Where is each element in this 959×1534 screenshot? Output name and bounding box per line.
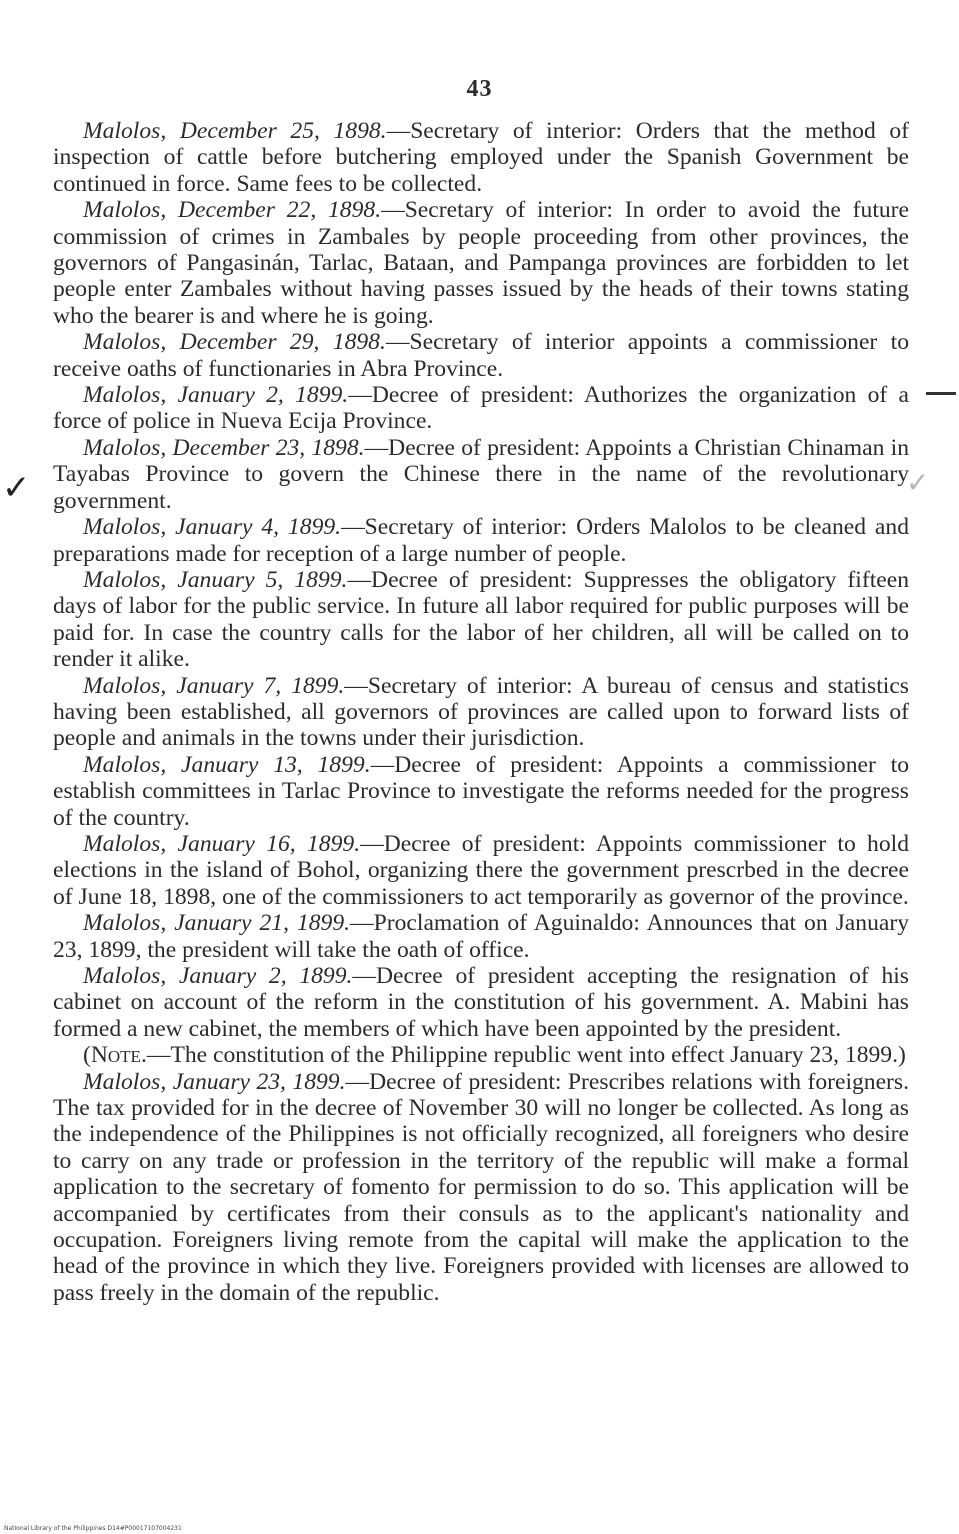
page-number: 43 — [466, 76, 493, 102]
entry-7 — [53, 567, 909, 673]
entry-dateline: Malolos, January 4, 1899. — [83, 514, 342, 541]
note-text: .—The constitution of the Philippine republic went into effect January 23, 1899.) — [140, 1042, 906, 1069]
entry-5 — [53, 435, 909, 514]
right-checkmark-icon: ✓ — [906, 466, 930, 499]
entry-text: —Decree of president: Appoints commissioner to hold elections in the island of Bohol, organizing there the government prescrbed in the decree of June 18, 1898, one of the commissioners to act temporarily as governor of the province. — [53, 830, 910, 910]
entry-2 — [53, 197, 909, 329]
entry-dateline: Malolos, January 2, 1899. — [83, 963, 353, 989]
entry-text: —Secretary of interior appoints a commissioner to receive oaths of functionaries in Abra Province. — [53, 329, 910, 382]
entry-text: —Secretary of interior: A bureau of census and statistics having been established, all governors of provinces are called upon to forward lists of people and animals in the towns under their jurisdiction. — [53, 672, 909, 752]
entry-text: —Secretary of interior: Orders that the method of inspection of cattle before butchering employed under the Spanish Government be continued in force. Same fees to be collected. — [53, 118, 910, 197]
entry-dateline: Malolos, January 13, 1899. — [83, 751, 371, 778]
entry-text: —Decree of president: Authorizes the organization of a force of police in Nueva Ecija Province. — [53, 382, 910, 435]
entry-dateline: Malolos, January 21, 1899. — [83, 910, 351, 937]
constitution-note — [53, 1042, 909, 1068]
entry-1 — [53, 118, 909, 197]
entry-dateline: Malolos, December 29, 1898. — [83, 329, 386, 356]
entry-6 — [53, 514, 909, 567]
entry-text: —Decree of president: Appoints a commissioner to establish committees in Tarlac Province to investigate the reforms needed for the progress of the country. — [53, 751, 909, 831]
entry-dateline: Malolos, January 2, 1899. — [83, 382, 349, 409]
entry-dateline: Malolos, January 23, 1899. — [83, 1068, 346, 1095]
entry-dateline: Malolos, December 22, 1898. — [83, 197, 382, 224]
entry-8 — [53, 673, 909, 752]
entry-text: —Decree of president: Prescribes relations with foreigners. The tax provided for in the decree of November 30 will no longer be collected. As long as the independence of the Philippines is not officially recognized, all foreigners who desire to carry on any trade or profession in the territory of the republic will make a formal application to the secretary of fomento for permission to do so. This application will be accompanied by certificates from their consuls as to the applicant's nationality and occupation. Foreigners living remote from the capital will make the application to the head of the province in which they live. Foreigners provided with licenses are allowed to pass freely in the domain of the republic. — [53, 1068, 909, 1306]
note-label: Note — [90, 1042, 141, 1069]
left-checkmark-icon: ✓ — [2, 468, 31, 508]
entry-text: —Decree of president: Suppresses the obligatory fifteen days of labor for the public service. In future all labor required for public purposes will be paid for. In case the country calls for the labor of her children, all will be called on to render it alike. — [53, 566, 909, 673]
entry-dateline: Malolos, December 23, 1898. — [83, 434, 365, 461]
text-column — [53, 118, 909, 1306]
note-open-paren: ( — [83, 1042, 91, 1069]
entry-13 — [53, 1069, 909, 1307]
margin-dash-mark — [926, 392, 956, 395]
entry-12 — [53, 963, 909, 1042]
entry-dateline: Malolos, January 5, 1899. — [83, 566, 348, 593]
entry-text: —Proclamation of Aguinaldo: Announces that on January 23, 1899, the president will take the oath of office. — [53, 910, 909, 963]
entry-text: —Decree of president: Appoints a Christian Chinaman in Tayabas Province to govern the Chinese there in the name of the revolutionary government. — [53, 434, 910, 514]
entry-text: —Secretary of interior: In order to avoid the future commission of crimes in Zambales by people proceeding from other provinces, the governors of Pangasinán, Tarlac, Bataan, and Pampanga provinces are forbidden to let people enter Zambales without having passes issued by the heads of their towns stating who the bearer is and where he is going. — [53, 197, 910, 329]
entry-dateline: Malolos, December 25, 1898. — [83, 118, 387, 144]
entry-dateline: Malolos, January 16, 1899. — [83, 830, 361, 857]
entry-3 — [53, 329, 909, 382]
entry-text: —Decree of president accepting the resignation of his cabinet on account of the reform in the constitution of his government. A. Mabini has formed a new cabinet, the members of which have been appointed by the president. — [53, 963, 909, 1042]
entry-10 — [53, 831, 909, 910]
entry-11 — [53, 910, 909, 963]
entry-dateline: Malolos, January 7, 1899. — [83, 672, 345, 699]
entry-text: —Secretary of interior: Orders Malolos to be cleaned and preparations made for reception of a large number of people. — [53, 514, 909, 567]
archive-footer: National Library of the Philippines D14#P00017107004231 — [4, 1525, 182, 1532]
entry-9 — [53, 752, 909, 831]
entry-4 — [53, 382, 909, 435]
